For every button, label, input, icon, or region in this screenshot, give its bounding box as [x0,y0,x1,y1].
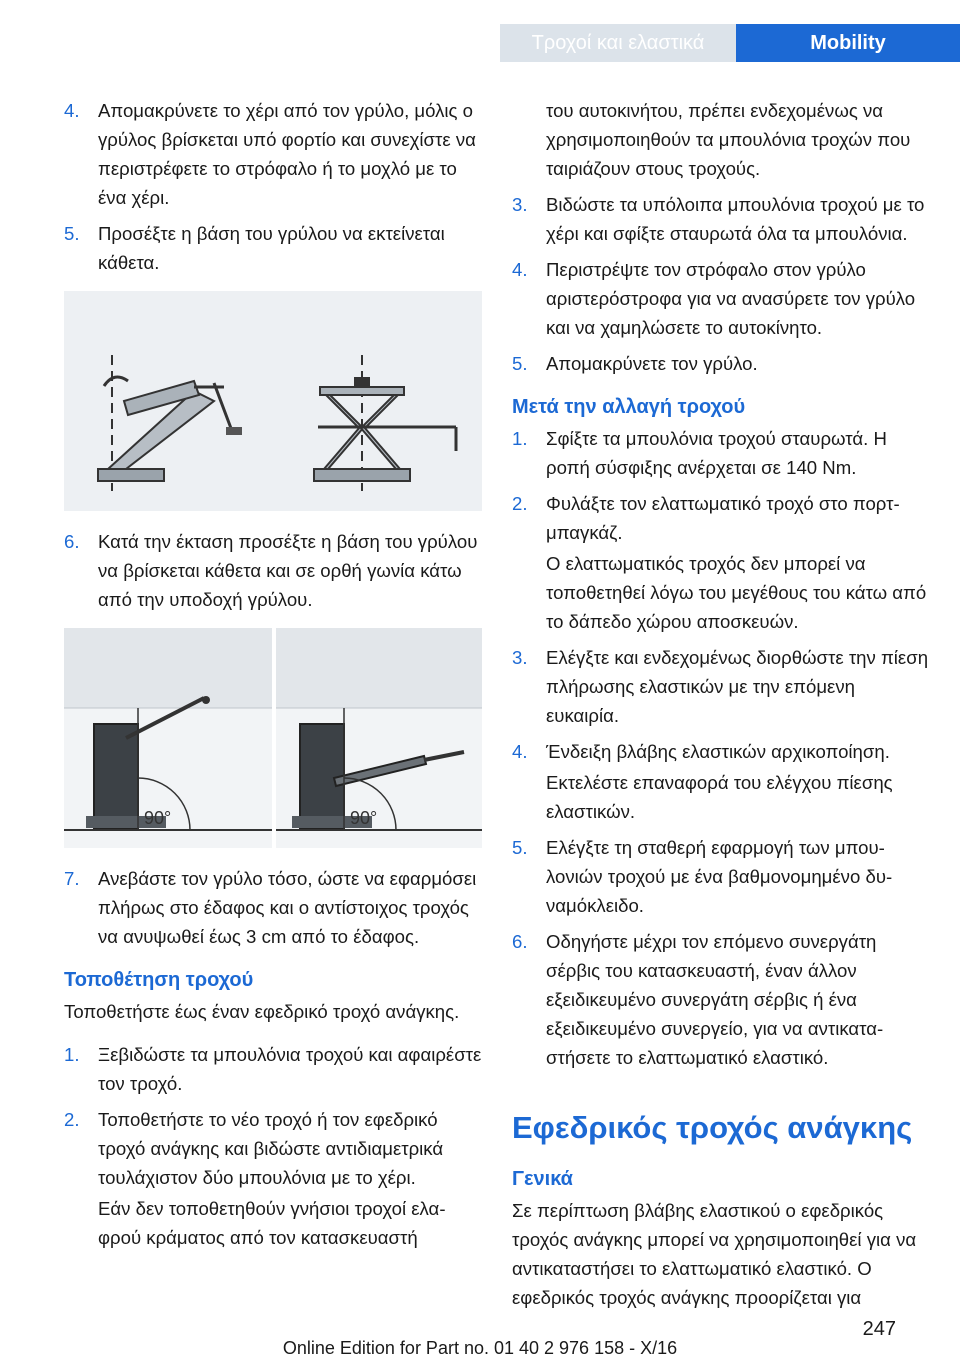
step-number: 3. [512,194,528,215]
step-item [512,833,930,920]
step-text: Ένδειξη βλάβης ελαστικών αρχικοποίηση. [546,741,890,762]
step-number: 5. [512,353,528,374]
step-note: Εκτελέστε επαναφορά του ελέγχου πίεσης ελαστικών. [546,772,893,822]
step-text: Οδηγήστε μέχρι τον επόμενο συνεργάτη σέρβις του κατασκευαστή, έναν άλλον εξειδικευμένο συνεργάτη σέρβις ή ένα εξειδικευμένο συνεργείο, για να αντικαταστήσετε το ελαττωματικό ελαστικό. [546,931,884,1068]
step-number: 6. [512,931,528,952]
step-number: 6. [64,531,80,552]
step-item [64,1040,482,1098]
angle-label-right: 90° [350,808,378,828]
step-item [64,864,482,951]
step-text: Απομακρύνετε τον γρύλο. [546,353,758,374]
step-text: Σφίξτε τα μπουλόνια τροχού σταυρωτά. Η ροπή σύσφιξης ανέρχεται σε 140 Nm. [546,428,887,478]
header-chapter-title: Mobility [736,24,960,62]
section-heading-mount: Τοποθέτηση τροχού [64,969,254,991]
step-number: 2. [64,1109,80,1130]
step-number: 4. [64,100,80,121]
jack-diagram-svg [64,291,482,511]
step-item [64,527,482,614]
step-number: 4. [512,741,528,762]
step-text: Ελέγξτε και ενδεχομένως διορθώστε την πίεση πλήρωσης ελαστικών με την επόμενη ευκαιρία. [546,647,929,726]
step-item [512,643,930,730]
step-number: 5. [64,223,80,244]
angle-label-left: 90° [144,808,172,828]
step-text: Κατά την έκταση προσέξτε η βάση του γρύλου να βρίσκεται κάθετα και σε ορθή γωνία κάτω από την υποδοχή γρύλου. [98,531,478,610]
step-note: Ο ελαττωματικός τροχός δεν μπορεί να τοποθετηθεί λόγω του μεγέθους του κάτω από το δάπεδο χώρου αποσκευών. [546,553,927,632]
online-edition-footer: Online Edition for Part no. 01 40 2 976 158 - X/16 [282,1338,678,1358]
step-item [64,96,482,212]
jack-vertical-illustration [64,291,482,511]
left-column [64,96,482,1259]
general-text: Σε περίπτωση βλάβης ελαστικού ο εφεδρικός τροχός ανάγκης μπορεί να χρησιμοποιηθεί για να αντικαταστήσει το ελαττωματικό ελαστικό. Ο εφεδρικός τροχός ανάγκης προορίζεται για [512,1200,917,1308]
step-number: 5. [512,837,528,858]
step-text: Περιστρέψτε τον στρόφαλο στον γρύλο αριστερόστροφα για να ανασύρετε τον γρύλο και να χαμηλώσετε το αυτοκίνητο. [546,259,916,338]
mount-intro-text: Τοποθετήστε έως έναν εφεδρικό τροχό ανάγκης. [64,1001,460,1022]
step-text: Ελέγξτε τη σταθερή εφαρμογή των μπουλονιών τροχού με ένα βαθμονομημένο δυναμόκλειδο. [546,837,893,916]
step-item [512,349,930,378]
step-number: 7. [64,868,80,889]
step-number: 3. [512,647,528,668]
step-item [512,927,930,1072]
step-text: Ξεβιδώστε τα μπουλόνια τροχού και αφαιρέστε τον τροχό. [98,1044,482,1094]
page-number: 247 [862,1318,896,1340]
step-text: Τοποθετήστε το νέο τροχό ή τον εφεδρικό τροχό ανάγκης και βιδώστε αντιδιαμετρικά τουλάχιστον δύο μπουλόνια με το χέρι. [98,1109,444,1188]
right-column [512,96,930,1312]
jack-angle-svg [64,628,482,848]
step-text: Φυλάξτε τον ελαττωματικό τροχό στο πορτ-μπαγκάζ. [546,493,900,543]
step-note: Εάν δεν τοποθετηθούν γνήσιοι τροχοί ελαφρού κράματος από τον κατασκευαστή [98,1198,446,1248]
section-heading-general: Γενικά [512,1168,573,1190]
step-item [512,255,930,342]
continued-text: του αυτοκινήτου, πρέπει ενδεχομένως να χρησιμοποιηθούν τα μπουλόνια τροχών που ταιριάζουν στους τροχούς. [546,100,911,179]
step-text: Απομακρύνετε το χέρι από τον γρύλο, μόλις ο γρύλος βρίσκεται υπό φορτίο και συνεχίστε να περιστρέφετε το στρόφαλο ή το μοχλό με το ένα χέρι. [98,100,476,208]
step-number: 4. [512,259,528,280]
step-text: Προσέξτε η βάση του γρύλου να εκτείνεται κάθετα. [98,223,445,273]
jack-right-angle-illustration [64,628,482,848]
page-header [0,0,960,62]
step-item [512,424,930,482]
step-number: 2. [512,493,528,514]
step-item [512,737,930,766]
chapter-title-spare-wheel: Εφεδρικός τροχός ανάγκης [512,1110,913,1145]
step-text: Ανεβάστε τον γρύλο τόσο, ώστε να εφαρμόσει πλήρως στο έδαφος και ο αντίστοιχος τροχός να ανυψωθεί έως 3 cm από το έδαφος. [98,868,477,947]
step-item [512,489,930,547]
step-number: 1. [64,1044,80,1065]
step-item [64,1105,482,1192]
section-heading-after: Μετά την αλλαγή τροχού [512,396,746,418]
header-section-title: Τροχοί και ελαστικά [500,24,736,62]
step-item [64,219,482,277]
step-text: Βιδώστε τα υπόλοιπα μπουλόνια τροχού με το χέρι και σφίξτε σταυρωτά όλα τα μπουλόνια. [546,194,925,244]
step-item [512,190,930,248]
step-number: 1. [512,428,528,449]
